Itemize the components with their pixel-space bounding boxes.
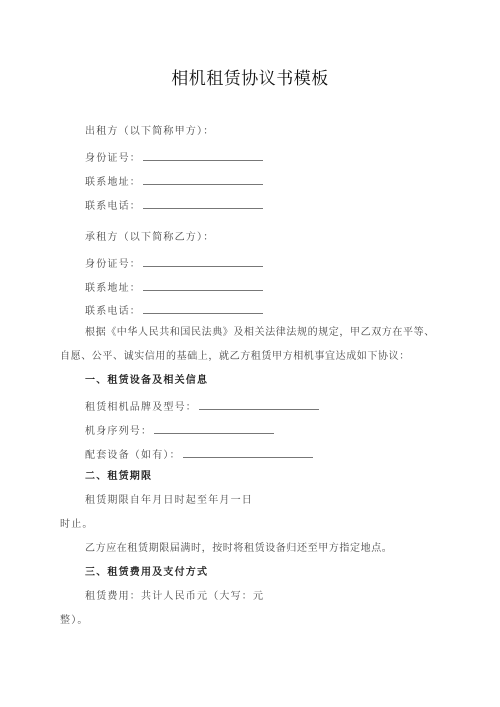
brand-blank bbox=[199, 398, 319, 410]
lessee-id-blank bbox=[143, 255, 263, 267]
lessor-id-label: 身份证号： bbox=[85, 153, 141, 164]
term-line-1: 租赁期限自年月日时起至年月一日 bbox=[85, 495, 253, 506]
lessee-address-blank bbox=[143, 279, 263, 291]
document-title: 相机租赁协议书模板 bbox=[171, 69, 329, 89]
lessee-address-line bbox=[85, 279, 263, 296]
lessee-id-label: 身份证号： bbox=[85, 259, 141, 270]
lessor-phone-label: 联系电话： bbox=[85, 201, 141, 212]
section-3-heading: 三、租赁费用及支付方式 bbox=[85, 567, 209, 578]
accessories-line bbox=[85, 446, 313, 463]
lessor-id-line bbox=[85, 149, 263, 166]
brand-label: 租赁相机品牌及型号： bbox=[85, 402, 197, 413]
lessee-heading: 承租方（以下简称乙方）： bbox=[85, 232, 215, 243]
preamble-line-2: 自愿、公平、诚实信用的基础上，就乙方租赁甲方相机事宜达成如下协议： bbox=[60, 351, 410, 362]
lessor-address-blank bbox=[143, 173, 263, 185]
lessee-address-label: 联系地址： bbox=[85, 283, 141, 294]
lessee-phone-label: 联系电话： bbox=[85, 306, 141, 317]
lessor-address-line bbox=[85, 173, 263, 190]
lessor-id-blank bbox=[143, 149, 263, 161]
accessories-label: 配套设备（如有）： bbox=[85, 450, 181, 461]
lessee-phone-blank bbox=[143, 302, 263, 314]
term-line-2: 时止。 bbox=[60, 519, 94, 530]
preamble-line-1: 根据《中华人民共和国民法典》及相关法律法规的规定，甲乙双方在平等、 bbox=[85, 327, 435, 338]
term-line-3: 乙方应在租赁期限届满时，按时将租赁设备归还至甲方指定地点。 bbox=[85, 543, 393, 554]
brand-line bbox=[85, 398, 319, 415]
lessee-phone-line bbox=[85, 302, 263, 319]
serial-line bbox=[85, 422, 274, 439]
fee-line-2: 整）。 bbox=[60, 615, 89, 626]
section-2-heading: 二、租赁期限 bbox=[85, 471, 153, 482]
lessee-id-line bbox=[85, 255, 263, 272]
lessor-phone-blank bbox=[143, 197, 263, 209]
accessories-blank bbox=[183, 446, 313, 458]
fee-line-1: 租赁费用：共计人民币元（大写：元 bbox=[85, 591, 265, 602]
lessor-heading: 出租方（以下简称甲方）： bbox=[85, 126, 215, 137]
lessor-address-label: 联系地址： bbox=[85, 177, 141, 188]
serial-blank bbox=[154, 422, 274, 434]
lessor-phone-line bbox=[85, 197, 263, 214]
section-1-heading: 一、租赁设备及相关信息 bbox=[85, 375, 209, 386]
serial-label: 机身序列号： bbox=[85, 426, 153, 437]
